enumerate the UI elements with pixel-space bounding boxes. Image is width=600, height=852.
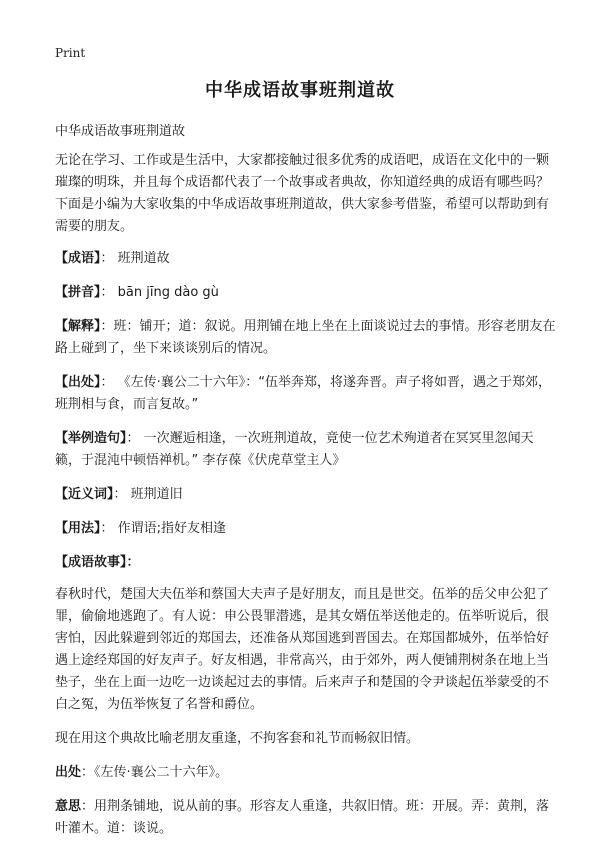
entry-text: 班：铺开；道：叙说。用荆铺在地上坐在上面谈说过去的事情。形容老朋友在路上碰到了，坐下来谈谈别后的情况。	[55, 319, 556, 356]
intro-paragraph: 无论在学习、工作或是生活中，大家都接触过很多优秀的成语吧，成语在文化中的一颗璀璨的明珠，并且每个成语都代表了一个故事或者典故，你知道经典的成语有哪些吗？下面是小编为大家收集的中华成语故事班荆道故，供大家参考借鉴，希望可以帮助到有需要的朋友。	[55, 153, 550, 234]
meaning-text: ：用荆条铺地，说从前的事。形容友人重逢，共叙旧情。班：开展。弄：黄荆，落叶灌木。道：谈说。	[55, 799, 550, 836]
entry-idiom: 【成语】： 班荆道故	[55, 251, 170, 266]
entry-label: 【拼音】	[55, 285, 101, 300]
entry-label: 【成语】	[55, 251, 101, 266]
entry-label: 【用法】	[55, 521, 101, 536]
entry-explanation: 【解释】：班：铺开；道：叙说。用荆铺在地上坐在上面谈说过去的事情。形容老朋友在路上碰到了，坐下来谈谈别后的情况。	[55, 319, 556, 356]
meaning-paragraph	[55, 796, 558, 840]
entry-label: 【近义词】	[55, 487, 114, 502]
entry-text: 《左传·襄公二十六年》：“伍举奔郑，将遂奔晋。声子将如晋，遇之于郑郊，班荆相与食，而言复故。”	[55, 375, 552, 412]
entry-label: 【解释】	[55, 319, 101, 334]
entry-synonym: 【近义词】： 班荆道旧	[55, 487, 183, 502]
entry-label: 【出处】	[55, 375, 101, 390]
source-label: 出处	[55, 765, 82, 780]
source-paragraph	[55, 762, 558, 784]
story-paragraph: 春秋时代，楚国大夫伍举和蔡国大夫声子是好朋友，而且是世交。伍举的岳父申公犯了罪，偷偷地逃跑了。有人说：申公畏罪潜逃，是其女婿伍举送他走的。伍举听说后，很害怕，因此躲避到邻近的郑国去，还准备从郑国逃到晋国去。在郑国都城外，伍举恰好遇上途经郑国的好友声子。好友相遇，非常高兴，由于郊外，两人便铺荆树条在地上当垫子，坐在上面一边吃一边谈起过去的事情。后来声子和楚国的令尹谈起伍举蒙受的不白之冤，为伍举恢复了名誉和爵位。	[55, 587, 550, 712]
entry-text: 作谓语;指好友相逢	[117, 521, 227, 536]
meaning-label: 意思	[55, 799, 82, 814]
entry-label: 【举例造句】	[55, 431, 127, 446]
entry-text: 班荆道故	[117, 251, 170, 266]
usage-paragraph: 现在用这个典故比喻老朋友重逢，不拘客套和礼节而畅叙旧情。	[55, 731, 420, 746]
entry-text: 班荆道旧	[130, 487, 183, 502]
story-heading: 【成语故事】：	[55, 555, 140, 570]
article-subtitle: 中华成语故事班荆道故	[55, 124, 186, 139]
page-title: 中华成语故事班荆道故	[205, 80, 395, 101]
entry-origin: 【出处】： 《左传·襄公二十六年》：“伍举奔郑，将遂奔晋。声子将如晋，遇之于郑郊，班荆相与食，而言复故。”	[55, 375, 552, 412]
entry-text: bān jīng dào gù	[117, 285, 219, 300]
entry-usage: 【用法】： 作谓语;指好友相逢	[55, 521, 227, 536]
entry-pinyin: 【拼音】： bān jīng dào gù	[55, 285, 219, 300]
entry-text: 一次邂逅相逢，一次班荆道故，竟使一位艺术殉道者在冥冥里忽闻天籁，于混沌中顿悟禅机。” 李存葆《伏虎草堂主人》	[55, 431, 534, 468]
article-body	[55, 121, 558, 852]
entry-example: 【举例造句】： 一次邂逅相逢，一次班荆道故，竟使一位艺术殉道者在冥冥里忽闻天籁，于混沌中顿悟禅机。” 李存葆《伏虎草堂主人》	[55, 431, 534, 468]
print-link[interactable]: Print	[55, 46, 86, 60]
source-text: ：《左传·襄公二十六年》。	[81, 765, 229, 780]
